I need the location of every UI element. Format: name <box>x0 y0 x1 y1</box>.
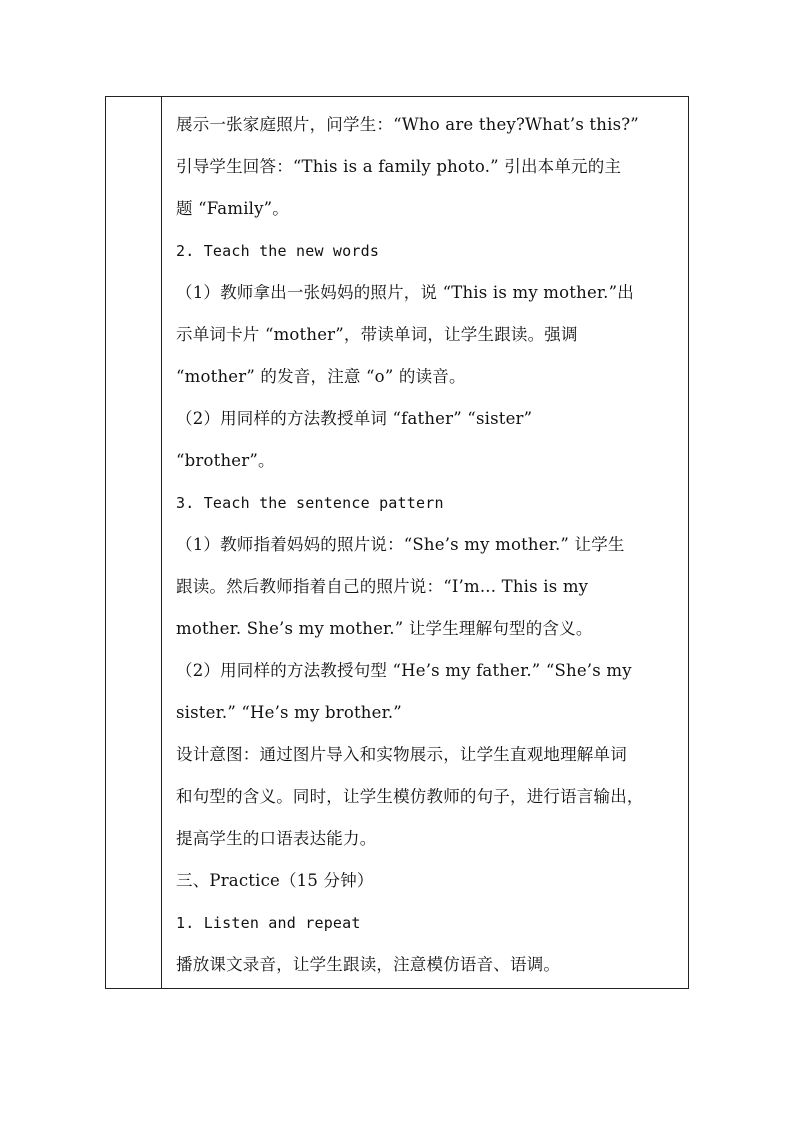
text-line-11: （1）教师指着妈妈的照片说：“She’s my mother.” 让学生 <box>176 535 625 554</box>
text-line-15: sister.” “He’s my brother.” <box>176 703 402 722</box>
design-intent-line-2: 和句型的含义。同时，让学生模仿教师的句子，进行语言输出， <box>176 787 644 806</box>
section-heading-teach-words: 2. Teach the new words <box>176 242 380 260</box>
text-line-6: 示单词卡片 “mother”，带读单词，让学生跟读。强调 <box>176 325 578 344</box>
design-intent-line-1: 设计意图：通过图片导入和实物展示，让学生直观地理解单词 <box>176 745 627 764</box>
practice-item-listen-repeat: 1. Listen and repeat <box>176 914 361 932</box>
section-heading-practice: 三、Practice（15 分钟） <box>176 871 374 890</box>
text-line-8: （2）用同样的方法教授单词 “father” “sister” <box>176 409 533 428</box>
design-intent-line-3: 提高学生的口语表达能力。 <box>176 829 377 848</box>
lesson-plan-table <box>105 96 689 989</box>
text-line-21: 播放课文录音，让学生跟读，注意模仿语音、语调。 <box>176 955 561 974</box>
text-line-7: “mother” 的发音，注意 “o” 的读音。 <box>176 367 466 386</box>
text-line-14: （2）用同样的方法教授句型 “He’s my father.” “She’s my <box>176 661 632 680</box>
section-heading-sentence-pattern: 3. Teach the sentence pattern <box>176 494 444 512</box>
text-line-5: （1）教师拿出一张妈妈的照片，说 “This is my mother.”出 <box>176 283 634 302</box>
table-left-column <box>106 97 162 988</box>
text-line-13: mother. She’s my mother.” 让学生理解句型的含义。 <box>176 619 593 638</box>
text-line-3: 题 “Family”。 <box>176 199 290 218</box>
text-line-1: 展示一张家庭照片，问学生：“Who are they?What’s this?” <box>176 115 639 134</box>
table-content-cell <box>162 97 688 988</box>
text-line-9: “brother”。 <box>176 451 275 470</box>
text-line-2: 引导学生回答：“This is a family photo.” 引出本单元的主 <box>176 157 622 176</box>
text-line-12: 跟读。然后教师指着自己的照片说：“I’m... This is my <box>176 577 589 596</box>
